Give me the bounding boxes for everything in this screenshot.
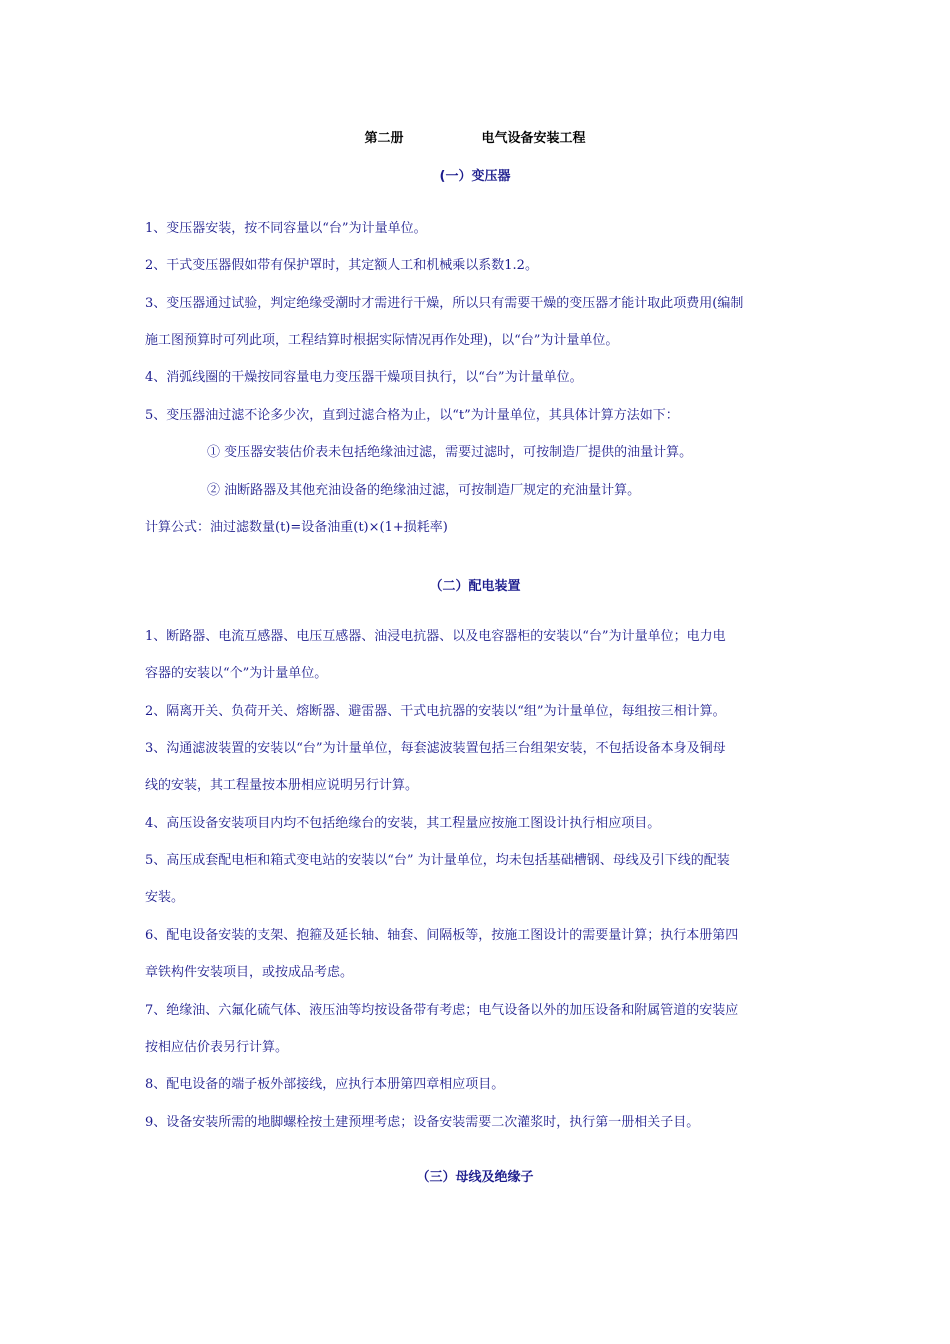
paragraph-line: 8、配电设备的端子板外部接线，应执行本册第四章相应项目。 [145, 1077, 505, 1092]
section-heading-distribution: （二）配电装置 [429, 579, 521, 594]
paragraph-line: 线的安装，其工程量按本册相应说明另行计算。 [145, 778, 419, 793]
sub-item-line: ① 变压器安装估价表未包括绝缘油过滤，需要过滤时，可按制造厂提供的油量计算。 [207, 445, 693, 460]
paragraph-line: 4、消弧线圈的干燥按同容量电力变压器干燥项目执行，以“台”为计量单位。 [145, 370, 583, 385]
section-heading-busbar: （三）母线及绝缘子 [416, 1170, 534, 1185]
paragraph-line: 安装。 [145, 890, 185, 905]
paragraph-line: 4、高压设备安装项目内均不包括绝缘台的安装，其工程量应按施工图设计执行相应项目。 [145, 816, 661, 831]
paragraph-line: 9、设备安装所需的地脚螺栓按土建预埋考虑；设备安装需要二次灌浆时，执行第一册相关子目。 [145, 1115, 700, 1130]
paragraph-line: 1、变压器安装，按不同容量以“台”为计量单位。 [145, 221, 427, 236]
paragraph-line: 2、隔离开关、负荷开关、熔断器、避雷器、干式电抗器的安装以“组”为计量单位，每组按三相计算。 [145, 704, 726, 719]
paragraph-line: 3、沟通滤波装置的安装以“台”为计量单位，每套滤波装置包括三台组架安装，不包括设备本身及铜母 [145, 741, 726, 756]
sub-item-line: ② 油断路器及其他充油设备的绝缘油过滤，可按制造厂规定的充油量计算。 [207, 483, 641, 498]
paragraph-line: 5、变压器油过滤不论多少次，直到过滤合格为止，以“t”为计量单位，其具体计算方法如下： [145, 408, 679, 423]
volume-name: 电气设备安装工程 [481, 131, 586, 146]
paragraph-line: 5、高压成套配电柜和箱式变电站的安装以“台” 为计量单位，均未包括基础槽钢、母线及引下线的配装 [145, 853, 730, 868]
page-title [0, 127, 950, 146]
paragraph-line: 容器的安装以“个”为计量单位。 [145, 666, 328, 681]
paragraph-line: 2、干式变压器假如带有保护罩时，其定额人工和机械乘以系数1.2。 [145, 258, 538, 273]
paragraph-line: 按相应估价表另行计算。 [145, 1040, 289, 1055]
paragraph-line: 3、变压器通过试验，判定绝缘受潮时才需进行干燥，所以只有需要干燥的变压器才能计取此项费用(编制 [145, 296, 744, 311]
formula-line: 计算公式：油过滤数量(t)=设备油重(t)×(1+损耗率) [145, 520, 448, 535]
paragraph-line: 施工图预算时可列此项，工程结算时根据实际情况再作处理)，以“台”为计量单位。 [145, 333, 619, 348]
paragraph-line: 6、配电设备安装的支架、抱箍及延长轴、轴套、间隔板等，按施工图设计的需要量计算；执行本册第四 [145, 928, 739, 943]
paragraph-line: 1、断路器、电流互感器、电压互感器、油浸电抗器、以及电容器柜的安装以“台”为计量单位；电力电 [145, 629, 726, 644]
paragraph-line: 7、绝缘油、六氟化硫气体、液压油等均按设备带有考虑；电气设备以外的加压设备和附属管道的安装应 [145, 1003, 739, 1018]
paragraph-line: 章铁构件安装项目，或按成品考虑。 [145, 965, 354, 980]
section-heading-transformer: (一）变压器 [439, 169, 511, 184]
volume-label: 第二册 [364, 131, 404, 146]
